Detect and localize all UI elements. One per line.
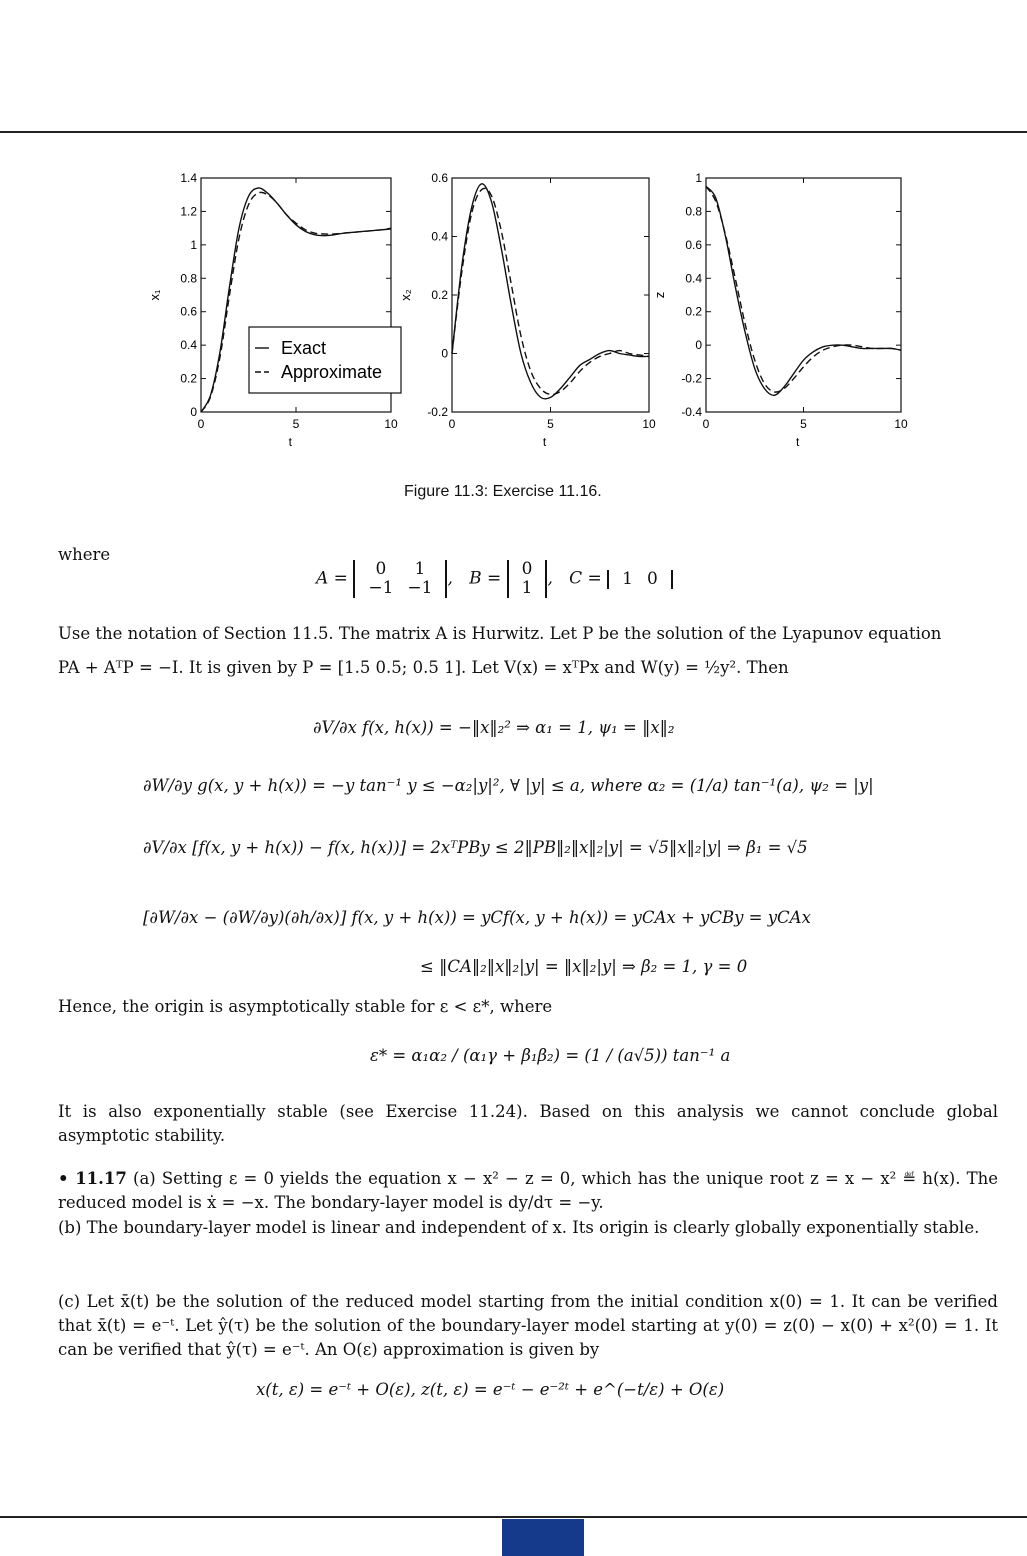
paragraph-lyapunov-1: Use the notation of Section 11.5. The matrix A is Hurwitz. Let P be the solution of the Lyapunov equation xyxy=(58,624,942,643)
y-tick-label: 0 xyxy=(695,338,702,353)
figure-caption: Figure 11.3: Exercise 11.16. xyxy=(404,483,602,500)
x-tick-label: 0 xyxy=(702,417,710,431)
x-tick-label: 5 xyxy=(547,417,554,431)
y-tick-label: 0.4 xyxy=(180,338,197,353)
y-tick-label: 0.4 xyxy=(431,229,448,244)
x-axis-label: t xyxy=(542,435,547,449)
figure-11-3 xyxy=(0,160,1027,460)
plot-frame-3 xyxy=(706,178,901,412)
y-axis-label: x₁ xyxy=(147,289,162,301)
x-tick-label: 5 xyxy=(292,417,300,431)
equation-4a: [∂W/∂x − (∂W/∂y)(∂h/∂x)] f(x, y + h(x)) = yCf(x, y + h(x)) = yCAx + yCBy = yCAx xyxy=(143,908,811,927)
y-tick-label: 0.2 xyxy=(685,304,702,319)
exercise-number: • 11.17 xyxy=(58,1169,127,1188)
paragraph-exponential: It is also exponentially stable (see Exercise 11.24). Based on this analysis we cannot conclude global asymptotic stability. xyxy=(58,1102,998,1145)
legend-exact-label: Exact xyxy=(281,338,327,358)
x-tick-label: 0 xyxy=(197,417,205,431)
x-axis-label: t xyxy=(288,435,292,449)
equation-final: x(t, ε) = e⁻ᵗ + O(ε), z(t, ε) = e⁻ᵗ − e⁻²ᵗ + e^(−t/ε) + O(ε) xyxy=(256,1380,725,1399)
exact-series-line xyxy=(452,184,649,399)
y-tick-label: 1.4 xyxy=(180,171,197,185)
y-tick-label: 0 xyxy=(441,346,448,361)
x-tick-label: 10 xyxy=(642,417,656,431)
y-tick-label: 0.4 xyxy=(685,271,702,286)
y-tick-label: 0.6 xyxy=(685,237,702,252)
x-tick-label: 10 xyxy=(384,417,398,431)
equation-epsilon-star: ε* = α₁α₂ / (α₁γ + β₁β₂) = (1 / (a√5)) tan⁻¹ a xyxy=(370,1046,731,1065)
x-tick-label: 0 xyxy=(448,417,456,431)
paragraph-11-17a-body: (a) Setting ε = 0 yields the equation x − x² − z = 0, which has the unique root z = x − x² ≝ h(x). The reduced model is ẋ = −x. The bondary-layer model is dy/dτ = −y. xyxy=(58,1169,998,1212)
paragraph-11-17a xyxy=(58,1167,998,1215)
y-tick-label: -0.2 xyxy=(681,371,702,386)
y-tick-label: -0.2 xyxy=(427,405,448,419)
paragraph-11-17c: (c) Let x̄(t) be the solution of the reduced model starting from the initial condition x(0) = 1. It can be verified that x̄(t) = e⁻ᵗ. Let ŷ(τ) be the solution of the boundary-layer model starting at y(0) = z(0) − x(0) + x²(0) = 1. It can be verified that ŷ(τ) = e⁻ᵗ. An O(ε) approximation is given by xyxy=(58,1292,998,1359)
matrix-definitions: A = 0 1 −1 −1 , B = 0 1 , C = 1 0 xyxy=(316,560,673,598)
x-tick-label: 10 xyxy=(894,417,908,431)
y-tick-label: 0.8 xyxy=(180,271,197,286)
where-label: where xyxy=(58,545,111,564)
page-tab xyxy=(502,1519,584,1556)
y-tick-label: 0.8 xyxy=(685,204,702,219)
equation-2: ∂W/∂y g(x, y + h(x)) = −y tan⁻¹ y ≤ −α₂|y|², ∀ |y| ≤ a, where α₂ = (1/a) tan⁻¹(a), ψ₂ = |y| xyxy=(143,776,874,795)
y-tick-label: 0.2 xyxy=(431,288,448,302)
paragraph-lyapunov-2: PA + AᵀP = −I. It is given by P = [1.5 0.5; 0.5 1]. Let V(x) = xᵀPx and W(y) = ½y². Then xyxy=(58,658,789,677)
paragraph-11-17b: (b) The boundary-layer model is linear and independent of x. Its origin is clearly globally exponentially stable. xyxy=(58,1218,980,1237)
exact-series-line xyxy=(706,186,901,395)
y-tick-label: 1 xyxy=(695,171,702,185)
legend-box xyxy=(249,327,401,393)
y-tick-label: -0.4 xyxy=(681,405,702,419)
equation-3: ∂V/∂x [f(x, y + h(x)) − f(x, h(x))] = 2xᵀPBy ≤ 2‖PB‖₂‖x‖₂|y| = √5‖x‖₂|y| ⇒ β₁ = √5 xyxy=(143,838,808,857)
y-tick-label: 1 xyxy=(190,237,197,252)
y-tick-label: 0.2 xyxy=(180,371,197,386)
top-rule xyxy=(0,131,1027,133)
legend-approximate-label: Approximate xyxy=(281,362,383,382)
x-axis-label: t xyxy=(795,435,800,449)
paragraph-hence: Hence, the origin is asymptotically stable for ε < ε*, where xyxy=(58,997,553,1016)
y-tick-label: 0 xyxy=(190,405,197,419)
y-axis-label: x₂ xyxy=(398,289,413,301)
y-tick-label: 0.6 xyxy=(431,171,448,185)
y-tick-label: 0.6 xyxy=(180,304,197,319)
bottom-rule xyxy=(0,1516,1027,1518)
y-tick-label: 1.2 xyxy=(180,204,197,219)
x-tick-label: 5 xyxy=(800,417,807,431)
equation-4b: ≤ ‖CA‖₂‖x‖₂|y| = ‖x‖₂|y| ⇒ β₂ = 1, γ = 0 xyxy=(420,957,748,976)
approximate-series-line xyxy=(452,188,649,394)
plot-frame-2 xyxy=(452,178,649,412)
equation-1: ∂V/∂x f(x, h(x)) = −‖x‖₂² ⇒ α₁ = 1, ψ₁ = ‖x‖₂ xyxy=(313,718,675,737)
y-axis-label: z xyxy=(652,291,667,299)
